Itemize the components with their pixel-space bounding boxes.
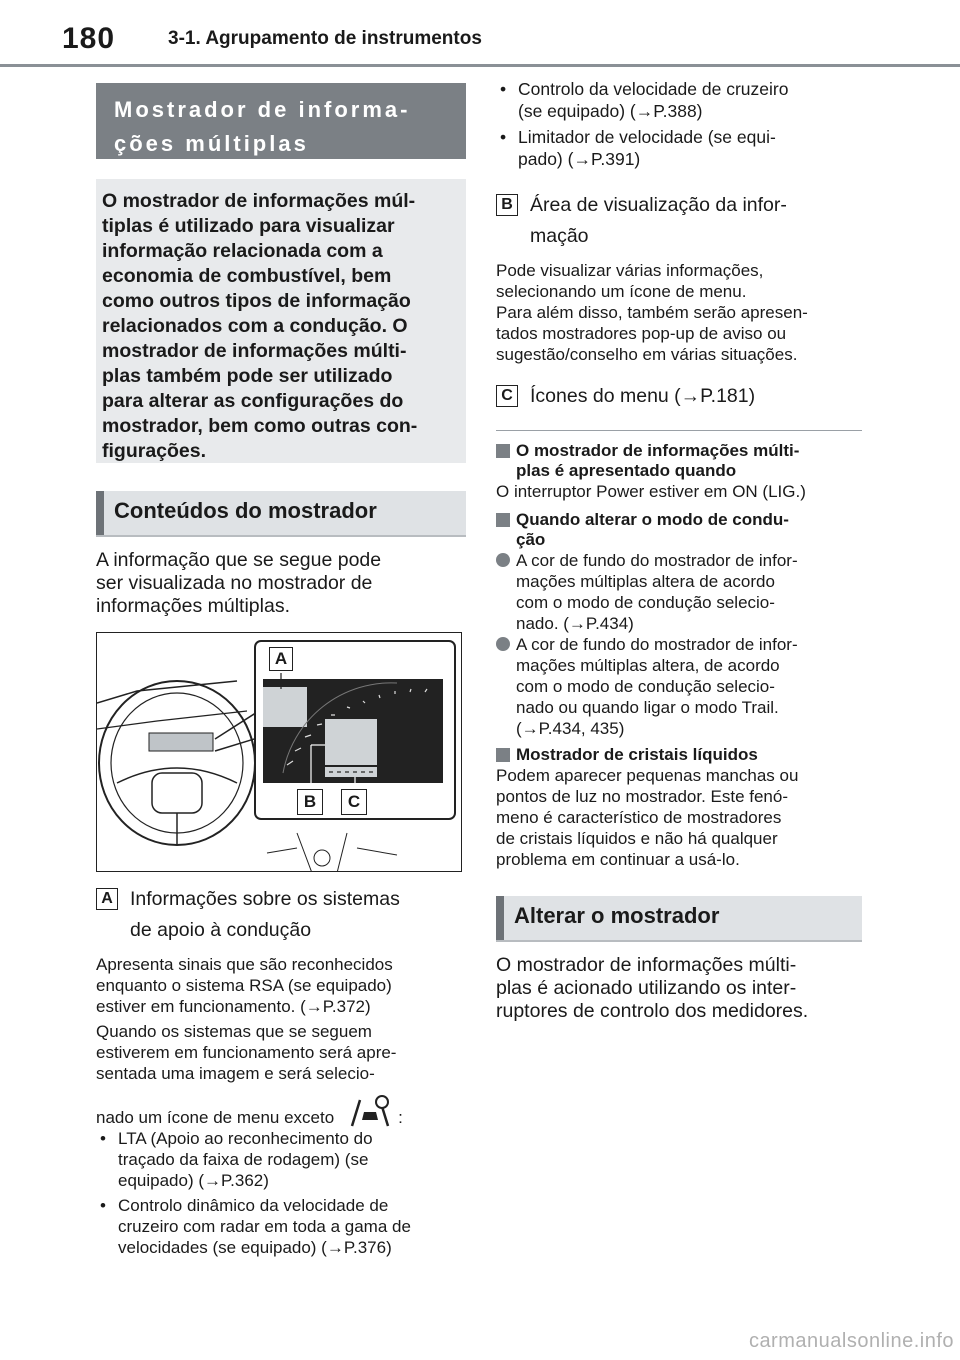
- note-body: Podem aparecer pequenas manchas ou pontos de luz no mostrador. Este fenó- meno é característico de mostradores de cristais líquidos e não há qualquer problema em continuar a usá-lo.: [496, 766, 799, 869]
- figure-label-b: B: [297, 789, 323, 815]
- dashboard-figure: [96, 632, 462, 872]
- notes-divider: [496, 430, 862, 431]
- item-b-title-line: Área de visualização da infor-: [530, 194, 787, 216]
- left-column: [96, 83, 466, 1258]
- section-heading-text: Alterar o mostrador: [514, 903, 720, 928]
- section-bar: [96, 491, 104, 535]
- note-1: [496, 441, 862, 502]
- body-line: nado um ícone de menu exceto: [96, 1108, 335, 1127]
- page-header: [0, 0, 960, 66]
- item-a-para-3: [96, 1094, 466, 1128]
- body-line: selecionando um ícone de menu.: [496, 282, 747, 301]
- list-item: • Controlo da velocidade de cruzeiro (se equipado) (→P.388): [496, 78, 862, 122]
- item-a-para-1: [96, 954, 466, 1017]
- body-line: Apresenta sinais que são reconhecidos: [96, 955, 393, 974]
- section-body: [96, 549, 466, 618]
- item-a-heading: [96, 884, 466, 946]
- page-number: 180: [62, 22, 116, 55]
- body-line: ser visualizada no mostrador de: [96, 572, 373, 594]
- body-line: Pode visualizar várias informações,: [496, 261, 764, 280]
- circle-bullet-icon: [496, 553, 510, 567]
- figure-label-a: A: [269, 647, 293, 671]
- section-title-box: [96, 83, 466, 159]
- body-line: ruptores de controlo dos medidores.: [496, 1000, 809, 1022]
- intro-line: tiplas é utilizado para visualizar: [102, 215, 395, 237]
- intro-line: economia de combustível, bem: [102, 265, 392, 287]
- note-2: [496, 510, 862, 739]
- intro-line: relacionados com a condução. O: [102, 315, 408, 337]
- intro-line: como outros tipos de informação: [102, 290, 411, 312]
- list-item: A cor de fundo do mostrador de infor- mações múltiplas altera, de acordo com o modo de condução selecio- nado ou quando ligar o modo Trail. (→P.434, 435): [496, 634, 862, 739]
- colon: :: [398, 1108, 403, 1127]
- item-a-title: [118, 884, 400, 946]
- badge-b: B: [496, 194, 518, 216]
- section-bar: [496, 896, 504, 940]
- list-item: A cor de fundo do mostrador de infor- mações múltiplas altera de acordo com o modo de condução selecio- nado. (→P.434): [496, 550, 862, 634]
- note-heading: O mostrador de informações múlti- plas é apresentado quando: [496, 441, 862, 481]
- section-rule: [96, 535, 466, 537]
- circle-bullet-icon: [496, 637, 510, 651]
- section-contents: [96, 491, 466, 537]
- item-a-para-2: [96, 1021, 466, 1084]
- body-line: sugestão/conselho em várias situações.: [496, 345, 798, 364]
- intro-line: plas também pode ser utilizado: [102, 365, 393, 387]
- body-line: estiver em funcionamento. (→P.372): [96, 997, 371, 1016]
- note-body: O interruptor Power estiver em ON (LIG.): [496, 482, 806, 501]
- intro-line: mostrador, bem como outras con-: [102, 415, 418, 437]
- body-line: estiverem em funcionamento será apre-: [96, 1043, 397, 1062]
- body-line: plas é acionado utilizando os inter-: [496, 977, 797, 999]
- main-title-line-2: ções múltiplas: [114, 131, 309, 156]
- list-item: • LTA (Apoio ao reconhecimento do traçado da faixa de rodagem) (se equipado) (→P.362): [96, 1128, 466, 1191]
- item-b-title: [518, 190, 787, 252]
- note-3: [496, 745, 862, 870]
- item-a-title-line: Informações sobre os sistemas: [130, 888, 400, 910]
- list-item: • Limitador de velocidade (se equi- pado) (→P.391): [496, 126, 862, 170]
- badge-a: A: [96, 888, 118, 910]
- square-bullet-icon: [496, 513, 510, 527]
- intro-line: figurações.: [102, 440, 207, 462]
- section-body: [496, 954, 862, 1023]
- body-line: A informação que se segue pode: [96, 549, 382, 571]
- body-line: Quando os sistemas que se seguem: [96, 1022, 372, 1041]
- note-heading: Quando alterar o modo de condu- ção: [496, 510, 862, 550]
- note-heading: Mostrador de cristais líquidos: [496, 745, 862, 765]
- watermark: carmanualsonline.info: [748, 1330, 954, 1352]
- cruise-bullets: [496, 78, 862, 170]
- intro-line: informação relacionada com a: [102, 240, 383, 262]
- body-line: Para além disso, também serão apresen-: [496, 303, 808, 322]
- item-b-body: [496, 260, 862, 365]
- square-bullet-icon: [496, 748, 510, 762]
- lane-assist-icon: [348, 1094, 394, 1128]
- badge-c: C: [496, 385, 518, 407]
- item-c-heading: [496, 381, 862, 412]
- body-line: tados mostradores pop-up de aviso ou: [496, 324, 787, 343]
- item-a-title-line: de apoio à condução: [130, 919, 312, 941]
- intro-line: O mostrador de informações múl-: [102, 190, 416, 212]
- right-column: [496, 78, 862, 1023]
- section-change-display: [496, 896, 862, 942]
- figure-label-c: C: [341, 789, 367, 815]
- main-title-line-1: Mostrador de informa-: [114, 97, 411, 122]
- body-line: enquanto o sistema RSA (se equipado): [96, 976, 392, 995]
- item-b-heading: [496, 190, 862, 252]
- item-a-bullets: [96, 1128, 466, 1258]
- body-line: sentada uma imagem e será selecio-: [96, 1064, 375, 1083]
- intro-box: [96, 179, 466, 463]
- intro-line: mostrador de informações múlti-: [102, 340, 407, 362]
- square-bullet-icon: [496, 444, 510, 458]
- body-line: O mostrador de informações múlti-: [496, 954, 797, 976]
- section-heading: [496, 896, 862, 940]
- body-line: informações múltiplas.: [96, 595, 290, 617]
- section-rule: [496, 940, 862, 942]
- header-rule: [0, 64, 960, 67]
- list-item: • Controlo dinâmico da velocidade de cruzeiro com radar em toda a gama de velocidades (se equipado) (→P.376): [96, 1195, 466, 1258]
- intro-line: para alterar as configurações do: [102, 390, 404, 412]
- item-b-title-line: mação: [530, 225, 589, 247]
- section-heading: [96, 491, 466, 535]
- chapter-title: 3-1. Agrupamento de instrumentos: [168, 28, 482, 49]
- item-c-title: Ícones do menu (→P.181): [530, 385, 756, 407]
- section-heading-text: Conteúdos do mostrador: [114, 498, 377, 523]
